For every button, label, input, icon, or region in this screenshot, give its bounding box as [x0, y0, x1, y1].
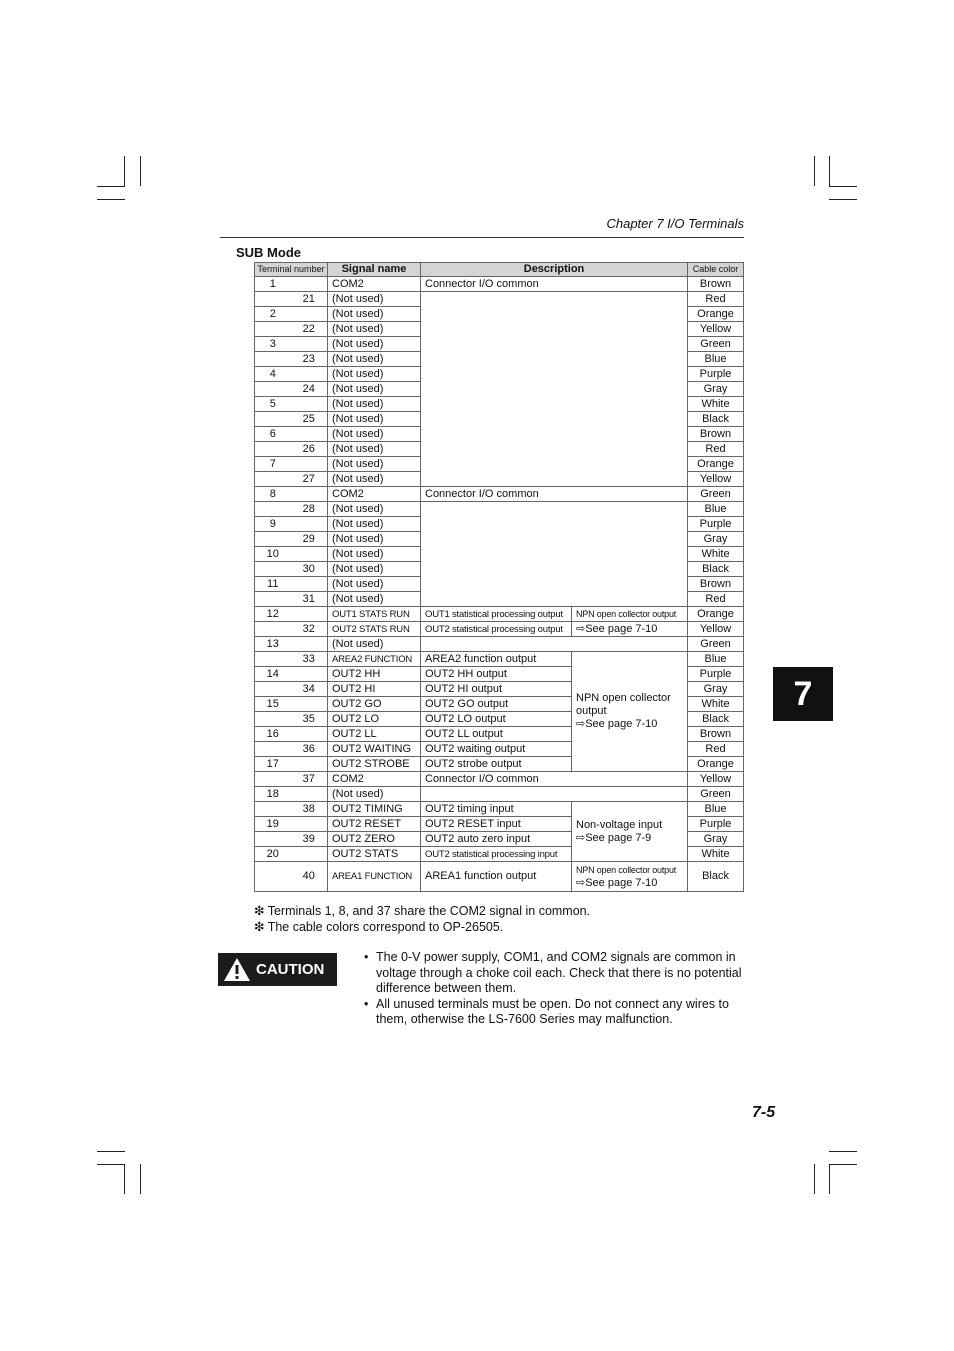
bullet-icon: • [364, 950, 369, 964]
cable-color-cell: Gray [688, 682, 744, 697]
cable-color-cell: Green [688, 637, 744, 652]
crop-mark [140, 1164, 141, 1194]
terminal-number-cell: 25 [291, 412, 328, 427]
terminal-number-cell: 11 [255, 577, 291, 592]
terminal-number-cell [255, 682, 291, 697]
cable-color-cell: Purple [688, 667, 744, 682]
merged-note-cell [572, 607, 688, 622]
signal-name-cell: (Not used) [328, 427, 421, 442]
see-page-reference: ⇨See page 7-10 [576, 622, 658, 635]
cable-color-cell: Yellow [688, 622, 744, 637]
terminal-number-cell: 16 [255, 727, 291, 742]
signal-name-cell: (Not used) [328, 592, 421, 607]
terminal-number-cell: 7 [255, 457, 291, 472]
signal-name-cell: (Not used) [328, 382, 421, 397]
terminal-number-cell: 38 [291, 802, 328, 817]
cable-color-cell: Gray [688, 832, 744, 847]
terminal-number-cell [291, 367, 328, 382]
signal-name-cell: OUT2 LO [328, 712, 421, 727]
cable-color-cell: Green [688, 787, 744, 802]
signal-name-cell: OUT1 STATS RUN [328, 607, 421, 622]
crop-mark [97, 1151, 125, 1152]
terminal-number-cell [255, 532, 291, 547]
terminal-number-cell: 14 [255, 667, 291, 682]
terminal-number-cell [291, 607, 328, 622]
header-cable-color: Cable color [688, 263, 744, 277]
caution-label: CAUTION [256, 961, 325, 978]
terminal-number-cell: 17 [255, 757, 291, 772]
terminal-number-cell: 37 [291, 772, 328, 787]
signal-name-cell: OUT2 HI [328, 682, 421, 697]
terminal-number-cell [255, 832, 291, 847]
terminal-number-cell [255, 292, 291, 307]
terminal-number-cell [291, 697, 328, 712]
signal-name-cell: (Not used) [328, 457, 421, 472]
terminal-number-cell: 24 [291, 382, 328, 397]
terminal-number-cell [255, 562, 291, 577]
cable-color-cell: White [688, 547, 744, 562]
terminal-number-cell [255, 412, 291, 427]
cable-color-cell: Purple [688, 367, 744, 382]
description-cell: Connector I/O common [421, 487, 688, 502]
description-cell [421, 502, 688, 607]
description-cell: OUT2 LL output [421, 727, 572, 742]
terminal-number-cell [291, 727, 328, 742]
header-terminal-number: Terminal number [255, 263, 328, 277]
signal-name-cell: COM2 [328, 772, 421, 787]
terminal-number-cell: 31 [291, 592, 328, 607]
header-signal-name: Signal name [328, 263, 421, 277]
header-description: Description [421, 263, 688, 277]
signal-name-cell: (Not used) [328, 637, 421, 652]
cable-color-cell: Orange [688, 307, 744, 322]
description-cell: OUT2 statistical processing input [421, 847, 572, 862]
see-page-reference: ⇨See page 7-10 [576, 718, 658, 730]
crop-mark [97, 1164, 125, 1165]
terminal-number-cell: 32 [291, 622, 328, 637]
signal-name-cell: (Not used) [328, 577, 421, 592]
terminal-number-cell [291, 517, 328, 532]
table-row [255, 802, 744, 817]
signal-name-cell: (Not used) [328, 472, 421, 487]
description-cell: OUT2 HH output [421, 667, 572, 682]
table-row [255, 772, 744, 787]
signal-name-cell: (Not used) [328, 367, 421, 382]
terminal-number-cell: 15 [255, 697, 291, 712]
signal-name-cell: AREA1 FUNCTION [328, 862, 421, 892]
terminal-number-cell: 39 [291, 832, 328, 847]
terminal-number-cell [291, 487, 328, 502]
terminal-number-cell: 6 [255, 427, 291, 442]
crop-mark [97, 199, 125, 200]
terminal-number-cell [291, 667, 328, 682]
table-row [255, 487, 744, 502]
signal-name-cell: (Not used) [328, 787, 421, 802]
terminal-number-cell [291, 547, 328, 562]
terminal-number-cell: 12 [255, 607, 291, 622]
signal-name-cell: (Not used) [328, 517, 421, 532]
crop-mark [814, 1164, 815, 1194]
terminal-number-cell: 23 [291, 352, 328, 367]
caution-item-text: All unused terminals must be open. Do not connect any wires to them, otherwise the LS-7600 Series may malfunction. [376, 996, 729, 1027]
terminal-number-cell [255, 442, 291, 457]
terminal-number-cell: 5 [255, 397, 291, 412]
cable-color-cell: Purple [688, 817, 744, 832]
cable-color-cell: Blue [688, 502, 744, 517]
terminal-number-cell [291, 307, 328, 322]
terminal-number-cell [255, 652, 291, 667]
see-page-reference: NPN open collector output [576, 608, 677, 619]
terminal-number-cell [291, 397, 328, 412]
terminal-number-cell [255, 592, 291, 607]
terminal-number-cell [255, 502, 291, 517]
cable-color-cell: Red [688, 592, 744, 607]
terminal-number-cell: 29 [291, 532, 328, 547]
terminal-number-cell: 4 [255, 367, 291, 382]
description-cell: Connector I/O common [421, 772, 688, 787]
crop-mark [124, 156, 125, 186]
cable-color-cell: Orange [688, 457, 744, 472]
description-cell: OUT2 strobe output [421, 757, 572, 772]
merged-note-text: NPN open collector output [576, 864, 677, 875]
signal-name-cell: (Not used) [328, 397, 421, 412]
terminal-number-cell [255, 622, 291, 637]
signal-name-cell: OUT2 STATS [328, 847, 421, 862]
cable-color-cell: White [688, 697, 744, 712]
terminal-number-cell: 9 [255, 517, 291, 532]
signal-name-cell: (Not used) [328, 442, 421, 457]
cable-color-cell: Red [688, 742, 744, 757]
caution-badge [218, 953, 337, 986]
table-row [255, 622, 744, 637]
signal-name-cell: OUT2 ZERO [328, 832, 421, 847]
terminal-number-cell: 36 [291, 742, 328, 757]
merged-note-cell [572, 652, 688, 772]
merged-note-text: output [576, 705, 607, 717]
chapter-title: Chapter 7 I/O Terminals [606, 216, 744, 231]
cable-color-cell: White [688, 397, 744, 412]
table-row [255, 502, 744, 517]
terminal-number-cell: 34 [291, 682, 328, 697]
io-terminal-table [254, 262, 744, 892]
table-row [255, 292, 744, 307]
terminal-number-cell [255, 712, 291, 727]
page-number: 7-5 [752, 1104, 776, 1121]
cable-color-cell: Black [688, 562, 744, 577]
terminal-number-cell: 2 [255, 307, 291, 322]
merged-note-cell [572, 862, 688, 892]
crop-mark [814, 156, 815, 186]
caution-item [364, 950, 746, 997]
chapter-header [220, 213, 744, 238]
cable-color-cell: Black [688, 862, 744, 892]
cable-color-cell: Orange [688, 757, 744, 772]
cable-color-cell: Yellow [688, 772, 744, 787]
terminal-number-cell [291, 277, 328, 292]
cable-color-cell: Yellow [688, 472, 744, 487]
signal-name-cell: OUT2 STATS RUN [328, 622, 421, 637]
table-body [255, 277, 744, 892]
terminal-number-cell [255, 382, 291, 397]
cable-color-cell: Blue [688, 802, 744, 817]
signal-name-cell: (Not used) [328, 547, 421, 562]
description-cell: OUT2 timing input [421, 802, 572, 817]
terminal-number-cell: 35 [291, 712, 328, 727]
note-item: ❇ The cable colors correspond to OP-26505. [254, 920, 504, 934]
description-cell: Connector I/O common [421, 277, 688, 292]
terminal-number-cell [291, 577, 328, 592]
notes [254, 903, 590, 935]
terminal-number-cell [291, 427, 328, 442]
terminal-number-cell [291, 817, 328, 832]
crop-mark [829, 186, 857, 187]
caution-item [364, 997, 746, 1028]
terminal-number-cell [255, 322, 291, 337]
table-row [255, 787, 744, 802]
terminal-number-cell: 20 [255, 847, 291, 862]
merged-note-text: Non-voltage input [576, 818, 663, 831]
terminal-number-cell [255, 772, 291, 787]
cable-color-cell: Black [688, 712, 744, 727]
signal-name-cell: AREA2 FUNCTION [328, 652, 421, 667]
caution-list [364, 950, 746, 1028]
terminal-number-cell [255, 802, 291, 817]
cable-color-cell: Brown [688, 727, 744, 742]
terminal-number-cell [255, 862, 291, 892]
cable-color-cell: Green [688, 487, 744, 502]
terminal-number-cell: 10 [255, 547, 291, 562]
terminal-number-cell: 13 [255, 637, 291, 652]
cable-color-cell: Blue [688, 352, 744, 367]
merged-note-text: NPN open collector [576, 692, 671, 704]
terminal-number-cell [255, 742, 291, 757]
cable-color-cell: Brown [688, 427, 744, 442]
table-row [255, 652, 744, 667]
merged-note-cell [572, 802, 688, 862]
description-cell: OUT2 RESET input [421, 817, 572, 832]
crop-mark [829, 1164, 830, 1194]
terminal-number-cell: 22 [291, 322, 328, 337]
table-row [255, 862, 744, 892]
terminal-number-cell: 1 [255, 277, 291, 292]
see-page-reference: ⇨See page 7-9 [576, 831, 652, 844]
cable-color-cell: Gray [688, 382, 744, 397]
description-cell: OUT2 HI output [421, 682, 572, 697]
warning-triangle-icon [222, 957, 252, 982]
signal-name-cell: (Not used) [328, 322, 421, 337]
terminal-number-cell: 40 [291, 862, 328, 892]
description-cell [421, 637, 688, 652]
terminal-number-cell: 21 [291, 292, 328, 307]
signal-name-cell: (Not used) [328, 337, 421, 352]
terminal-number-cell [255, 472, 291, 487]
signal-name-cell: OUT2 HH [328, 667, 421, 682]
description-cell: AREA2 function output [421, 652, 572, 667]
cable-color-cell: White [688, 847, 744, 862]
crop-mark [829, 1164, 857, 1165]
signal-name-cell: COM2 [328, 487, 421, 502]
bullet-icon: • [364, 996, 369, 1011]
caution-item-text: The 0-V power supply, COM1, and COM2 signals are common in voltage through a choke coil each. Check that there is no potential difference between them. [376, 950, 742, 996]
signal-name-cell: (Not used) [328, 307, 421, 322]
signal-name-cell: (Not used) [328, 532, 421, 547]
signal-name-cell: (Not used) [328, 292, 421, 307]
table-header-row [255, 263, 744, 277]
crop-mark [829, 1151, 857, 1152]
crop-mark [97, 186, 125, 187]
section-title: SUB Mode [236, 245, 301, 260]
cable-color-cell: Green [688, 337, 744, 352]
signal-name-cell: OUT2 TIMING [328, 802, 421, 817]
signal-name-cell: OUT2 LL [328, 727, 421, 742]
table-row [255, 637, 744, 652]
chapter-tab: 7 [773, 667, 833, 721]
description-cell [421, 787, 688, 802]
terminal-number-cell [291, 637, 328, 652]
terminal-number-cell [291, 787, 328, 802]
cable-color-cell: Red [688, 292, 744, 307]
crop-mark [829, 156, 830, 186]
signal-name-cell: (Not used) [328, 352, 421, 367]
crop-mark [124, 1164, 125, 1194]
terminal-number-cell: 19 [255, 817, 291, 832]
table-row [255, 277, 744, 292]
terminal-number-cell [291, 847, 328, 862]
terminal-number-cell: 8 [255, 487, 291, 502]
cable-color-cell: Yellow [688, 322, 744, 337]
terminal-number-cell [291, 457, 328, 472]
description-cell: OUT2 statistical processing output [421, 622, 572, 637]
cable-color-cell: Blue [688, 652, 744, 667]
cable-color-cell: Brown [688, 277, 744, 292]
cable-color-cell: Gray [688, 532, 744, 547]
note-item: ❇ Terminals 1, 8, and 37 share the COM2 signal in common. [254, 904, 591, 918]
terminal-number-cell [291, 757, 328, 772]
cable-color-cell: Red [688, 442, 744, 457]
signal-name-cell: OUT2 RESET [328, 817, 421, 832]
signal-name-cell: OUT2 GO [328, 697, 421, 712]
signal-name-cell: OUT2 WAITING [328, 742, 421, 757]
terminal-number-cell: 27 [291, 472, 328, 487]
terminal-number-cell [291, 337, 328, 352]
crop-mark [829, 199, 857, 200]
cable-color-cell: Orange [688, 607, 744, 622]
terminal-number-cell [255, 352, 291, 367]
terminal-number-cell: 3 [255, 337, 291, 352]
signal-name-cell: (Not used) [328, 412, 421, 427]
signal-name-cell: (Not used) [328, 502, 421, 517]
description-cell: OUT2 LO output [421, 712, 572, 727]
description-cell: OUT1 statistical processing output [421, 607, 572, 622]
terminal-number-cell: 30 [291, 562, 328, 577]
terminal-number-cell: 33 [291, 652, 328, 667]
see-page-reference: ⇨See page 7-10 [576, 876, 658, 889]
signal-name-cell: COM2 [328, 277, 421, 292]
description-cell: OUT2 GO output [421, 697, 572, 712]
terminal-number-cell: 26 [291, 442, 328, 457]
signal-name-cell: OUT2 STROBE [328, 757, 421, 772]
cable-color-cell: Brown [688, 577, 744, 592]
merged-note-cell [572, 622, 688, 637]
description-cell [421, 292, 688, 487]
table-row [255, 607, 744, 622]
description-cell: OUT2 waiting output [421, 742, 572, 757]
terminal-number-cell: 28 [291, 502, 328, 517]
cable-color-cell: Purple [688, 517, 744, 532]
crop-mark [140, 156, 141, 186]
description-cell: AREA1 function output [421, 862, 572, 892]
description-cell: OUT2 auto zero input [421, 832, 572, 847]
cable-color-cell: Black [688, 412, 744, 427]
terminal-number-cell: 18 [255, 787, 291, 802]
signal-name-cell: (Not used) [328, 562, 421, 577]
